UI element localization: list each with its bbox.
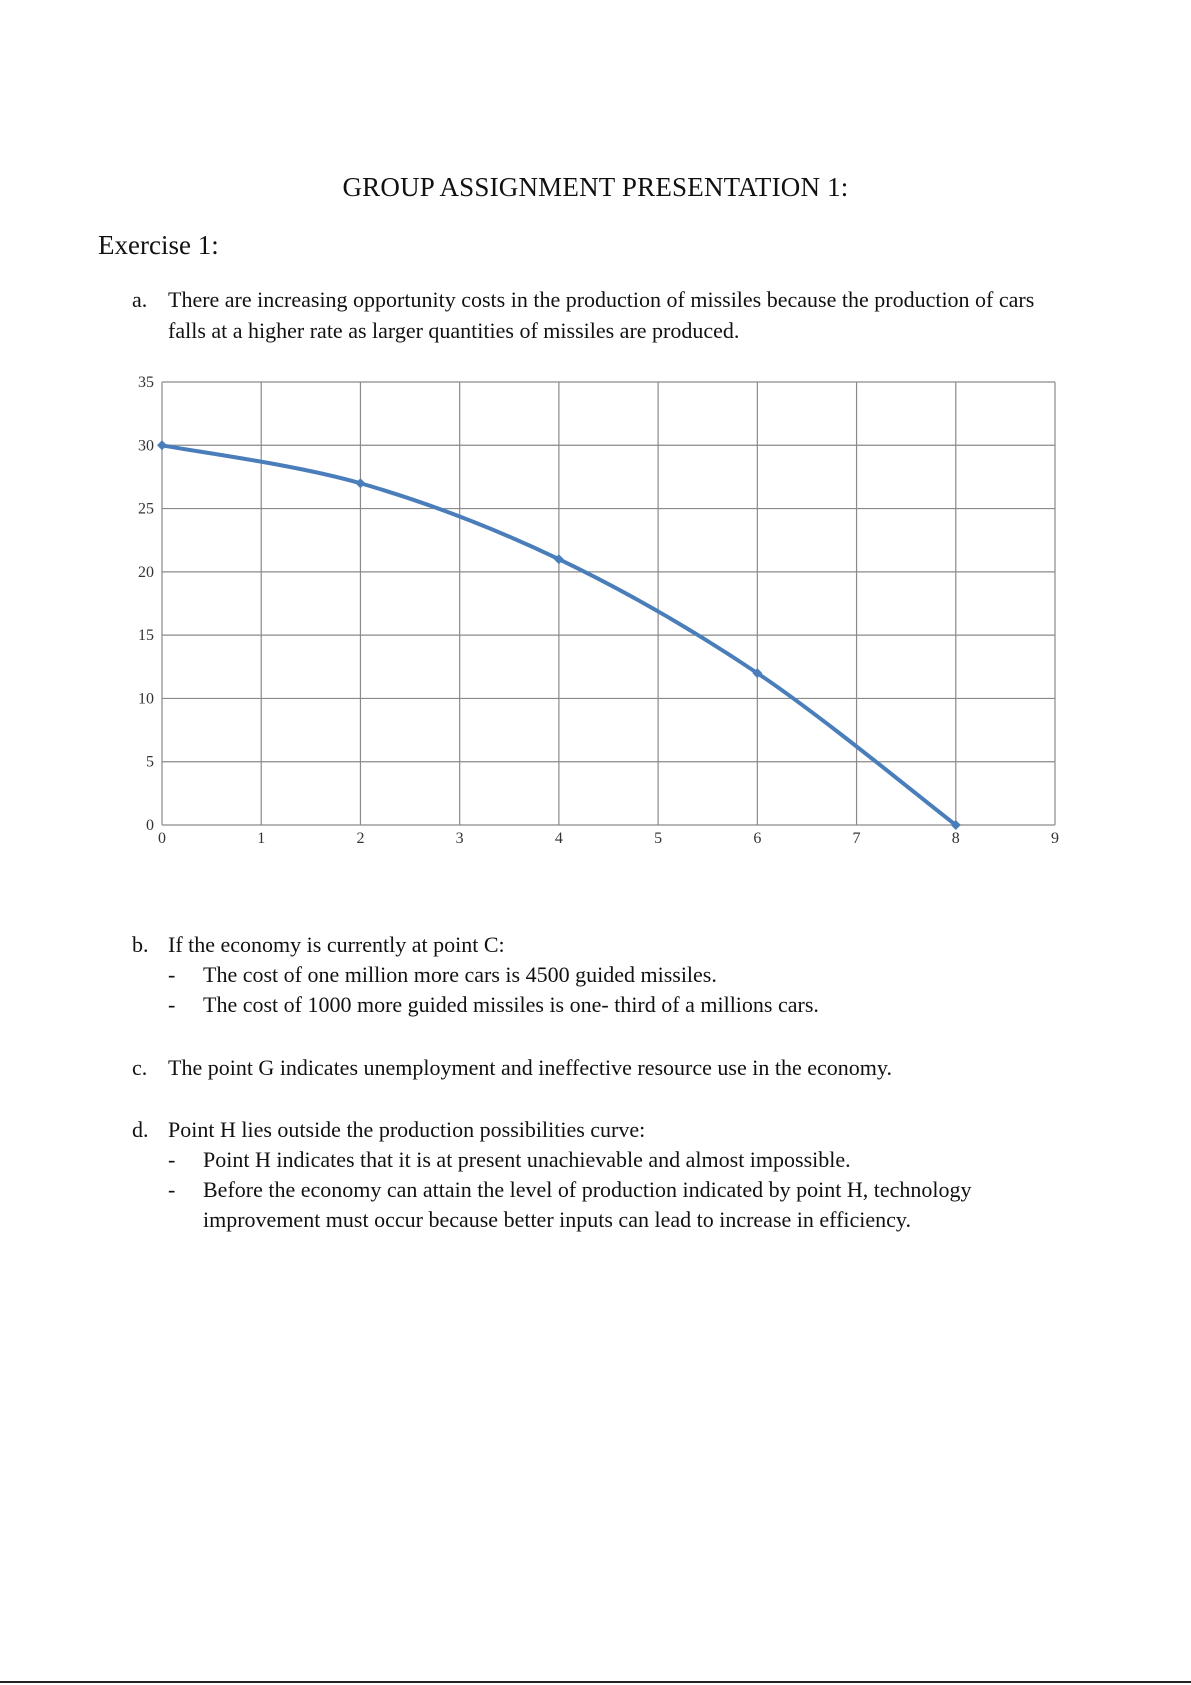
y-tick-label-0: 0: [146, 817, 154, 834]
section-d-dash-2: -: [168, 1177, 176, 1202]
section-d-marker: d.: [132, 1117, 149, 1142]
x-tick-label-0: 0: [158, 830, 166, 847]
section-c-text: The point G indicates unemployment and ineffective resource use in the economy.: [168, 1055, 892, 1080]
x-tick-label-1: 1: [257, 830, 266, 847]
x-tick-label-4: 4: [554, 830, 563, 847]
section-a-line1: There are increasing opportunity costs in the production of missiles because the production of cars: [168, 287, 1035, 312]
section-a-line2: falls at a higher rate as larger quantities of missiles are produced.: [168, 318, 740, 343]
exercise-heading: Exercise 1:: [98, 230, 219, 260]
section-b-bullet-2: The cost of 1000 more guided missiles is one- third of a millions cars.: [203, 992, 819, 1017]
section-d-bullet-2-line2: improvement must occur because better inputs can lead to increase in efficiency.: [203, 1207, 911, 1232]
section-b-dash-2: -: [168, 992, 176, 1017]
section-a-marker: a.: [132, 287, 148, 312]
section-b-intro: If the economy is currently at point C:: [168, 932, 505, 957]
ppc-chart: [110, 370, 1110, 860]
page-bottom-rule: [0, 1681, 1191, 1683]
y-tick-label-20: 20: [138, 563, 154, 581]
x-tick-label-8: 8: [951, 830, 960, 847]
section-b-marker: b.: [132, 932, 149, 957]
section-d-intro: Point H lies outside the production possibilities curve:: [168, 1117, 646, 1142]
section-b-bullet-1: The cost of one million more cars is 4500 guided missiles.: [203, 962, 717, 987]
data-point-2: [355, 478, 365, 488]
ppc-chart-svg: [110, 370, 1110, 860]
section-d-bullet-2-line1: Before the economy can attain the level of production indicated by point H, technology: [203, 1177, 972, 1202]
x-tick-label-3: 3: [455, 830, 464, 847]
section-d-bullet-1: Point H indicates that it is at present unachievable and almost impossible.: [203, 1147, 851, 1172]
y-tick-label-10: 10: [138, 690, 154, 708]
section-c-marker: c.: [132, 1055, 148, 1080]
y-tick-label-35: 35: [138, 374, 154, 391]
x-tick-label-5: 5: [654, 830, 663, 847]
section-b-dash-1: -: [168, 962, 176, 987]
x-tick-label-2: 2: [356, 830, 365, 847]
y-tick-label-30: 30: [138, 437, 154, 455]
y-tick-label-5: 5: [146, 753, 154, 771]
section-d-dash-1: -: [168, 1147, 176, 1172]
x-tick-label-6: 6: [753, 830, 762, 847]
data-point-0: [157, 440, 167, 450]
y-tick-label-15: 15: [138, 627, 154, 645]
y-tick-label-25: 25: [138, 500, 154, 518]
page-title: GROUP ASSIGNMENT PRESENTATION 1:: [342, 172, 849, 202]
x-tick-label-7: 7: [852, 830, 861, 847]
x-tick-label-9: 9: [1051, 830, 1059, 847]
